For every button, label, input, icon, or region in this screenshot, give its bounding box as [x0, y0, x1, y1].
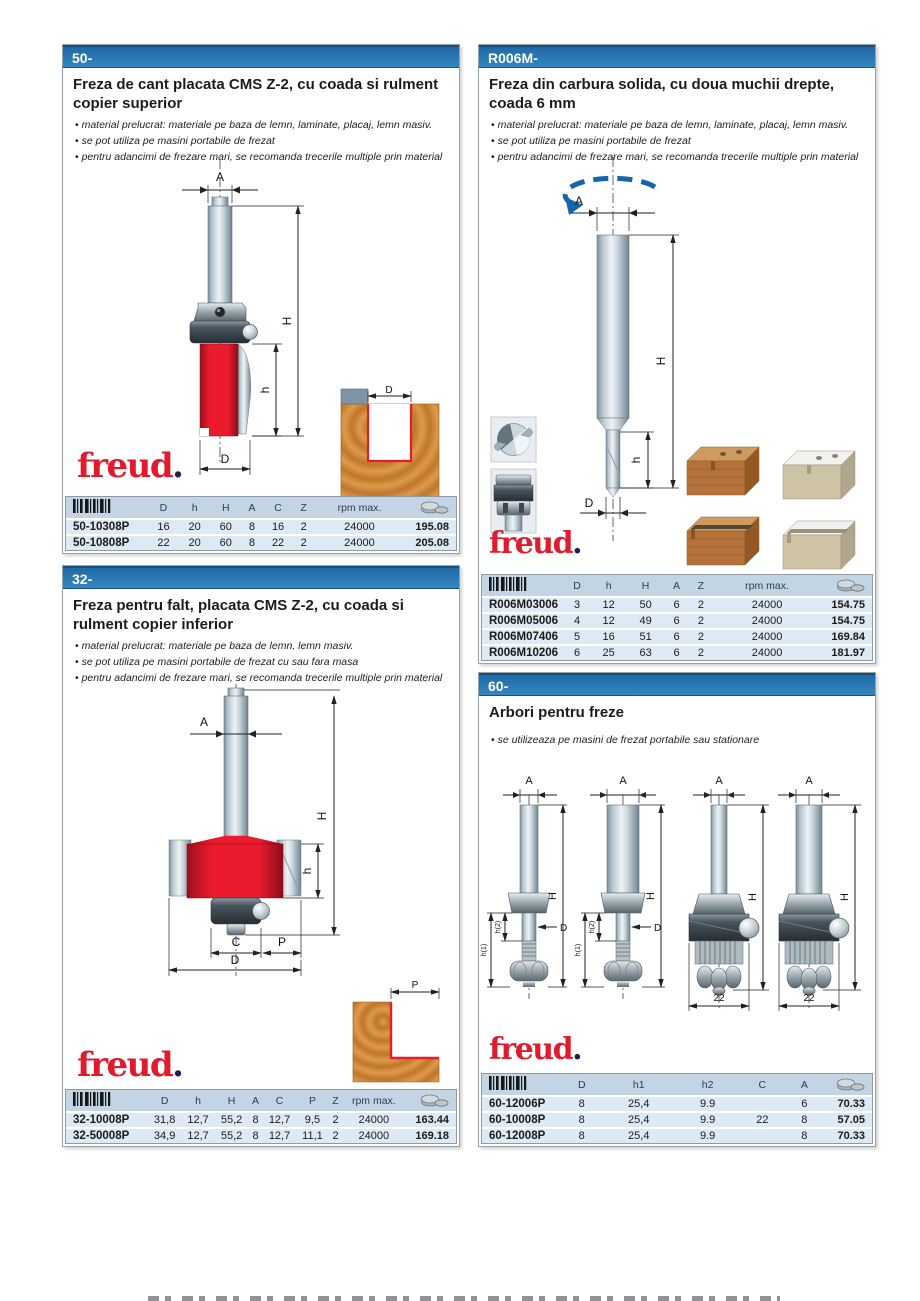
- bit-tip: [212, 197, 228, 207]
- col-header: A: [787, 1074, 821, 1096]
- price-value: 70.33: [821, 1096, 872, 1112]
- col-header: P: [296, 1090, 328, 1112]
- col-header: Z: [329, 1090, 343, 1112]
- dim-label-D: D: [220, 452, 230, 466]
- cutter-body: [200, 344, 238, 436]
- price-icon: [835, 1075, 865, 1091]
- svg-text:22: 22: [803, 993, 815, 1004]
- section-R006M: [478, 44, 876, 664]
- section-title: Freza din carbura solida, cu doua muchii drepte, coada 6 mm: [489, 76, 835, 113]
- bit-bearing: [190, 321, 250, 343]
- svg-text:A: A: [715, 775, 723, 787]
- col-header: Z: [689, 575, 713, 597]
- table-header-row: [66, 497, 456, 519]
- svg-text:A: A: [525, 775, 533, 787]
- dim-label-D: D: [230, 953, 240, 967]
- table-row: [482, 1112, 872, 1128]
- spec-value: 24000: [314, 519, 406, 535]
- bullet: • material prelucrat: materiale pe baza de lemn, lemn masiv.: [75, 639, 449, 655]
- spec-value: 24000: [713, 597, 822, 613]
- product-code: R006M05006: [482, 613, 564, 629]
- spec-value: [737, 1128, 787, 1143]
- laminate-chip: [341, 389, 368, 404]
- spec-value: 12: [590, 613, 627, 629]
- svg-text:D: D: [654, 923, 662, 934]
- brand-dot: .: [172, 1045, 183, 1085]
- spec-value: 6: [664, 613, 689, 629]
- spec-value: 25: [590, 645, 627, 660]
- spec-value: 12: [590, 597, 627, 613]
- spec-value: 8: [564, 1128, 600, 1143]
- section-32: [62, 565, 460, 1147]
- dim-label-H: H: [315, 811, 329, 821]
- table-header-row: [66, 1090, 456, 1112]
- product-code: R006M07406: [482, 629, 564, 645]
- svg-text:H: H: [839, 893, 851, 901]
- diagram-straight-bit-R006M: [479, 145, 875, 579]
- col-header: h2: [678, 1074, 737, 1096]
- section-50: [62, 44, 460, 554]
- price-value: 57.05: [821, 1112, 872, 1128]
- product-code: R006M03006: [482, 597, 564, 613]
- svg-text:h(2): h(2): [495, 920, 502, 934]
- price-header: [821, 1074, 872, 1096]
- spec-value: 6: [787, 1096, 821, 1112]
- spec-table-R006M: [481, 574, 873, 661]
- spec-value: 6: [664, 629, 689, 645]
- barcode-header: [482, 1074, 564, 1096]
- spec-value: 12,7: [181, 1112, 214, 1128]
- spec-value: 4: [564, 613, 590, 629]
- freud-logo: [489, 1032, 582, 1067]
- spec-value: 2: [689, 597, 713, 613]
- arbor-4: [778, 775, 861, 1011]
- arbor-3: [689, 775, 769, 1011]
- price-icon: [419, 1091, 449, 1107]
- svg-text:A: A: [805, 775, 813, 787]
- col-header: h: [181, 1090, 214, 1112]
- spec-value: [737, 1096, 787, 1112]
- barcode-icon: [73, 1092, 113, 1106]
- diagram-arbors-60: [479, 751, 875, 1071]
- end-view-inset: [491, 417, 536, 462]
- spec-value: 24000: [314, 535, 406, 550]
- spec-value: 34,9: [148, 1128, 181, 1143]
- spec-value: 20: [179, 519, 210, 535]
- spec-table-50: [65, 496, 457, 551]
- dim-label-C: C: [231, 935, 241, 949]
- col-header: D: [564, 575, 590, 597]
- spec-value: 6: [664, 645, 689, 660]
- spec-value: 50: [627, 597, 664, 613]
- spec-value: 12,7: [181, 1128, 214, 1143]
- brand-name: freud: [77, 446, 173, 486]
- price-icon: [419, 498, 449, 514]
- bit-shank: [208, 206, 232, 303]
- price-value: 154.75: [821, 597, 872, 613]
- section-title: Arbori pentru freze: [489, 704, 625, 721]
- table-row: [66, 535, 456, 550]
- spec-value: 2: [689, 629, 713, 645]
- arbor-1: [481, 775, 567, 999]
- dim-label-P: P: [277, 935, 287, 949]
- product-code: 60-12006P: [482, 1096, 564, 1112]
- spec-value: 24000: [342, 1112, 405, 1128]
- spec-value: 8: [564, 1112, 600, 1128]
- price-value: 205.08: [405, 535, 456, 550]
- svg-text:D: D: [560, 923, 568, 934]
- price-icon: [835, 576, 865, 592]
- section-header: 32-: [63, 566, 459, 589]
- section-header: 50-: [63, 45, 459, 68]
- bullet: • se pot utiliza pe masini portabile de frezat: [75, 134, 449, 150]
- bullet: • pentru adancimi de frezare mari, se recomanda trecerile multiple prin material: [75, 150, 449, 166]
- bullet: • se pot utiliza pe masini portabile de frezat cu sau fara masa: [75, 655, 449, 671]
- table-header-row: [482, 1074, 872, 1096]
- col-header: C: [262, 497, 293, 519]
- spec-value: 5: [564, 629, 590, 645]
- barcode-header: [66, 1090, 148, 1112]
- table-row: [66, 1128, 456, 1143]
- spec-value: 8: [787, 1112, 821, 1128]
- spec-value: 55,2: [215, 1128, 248, 1143]
- col-header: rpm max.: [342, 1090, 405, 1112]
- barcode-header: [482, 575, 564, 597]
- spec-value: 60: [210, 519, 241, 535]
- wood-sample-blocks: [687, 447, 855, 569]
- col-header: rpm max.: [713, 575, 822, 597]
- table-row: [482, 1128, 872, 1143]
- svg-text:h(1): h(1): [481, 943, 488, 957]
- spec-value: 22: [262, 535, 293, 550]
- spec-value: 2: [294, 535, 314, 550]
- brand-name: freud: [489, 526, 573, 561]
- bullet: • material prelucrat: materiale pe baza de lemn, laminate, placaj, lemn masiv.: [491, 118, 865, 134]
- spec-value: 2: [329, 1112, 343, 1128]
- barcode-icon: [73, 499, 113, 513]
- spec-value: 12,7: [263, 1128, 296, 1143]
- dim-label-D: D: [584, 496, 594, 510]
- price-value: 169.18: [405, 1128, 456, 1143]
- dim-label-h: h: [258, 386, 272, 394]
- spec-value: 51: [627, 629, 664, 645]
- spec-value: 8: [241, 519, 262, 535]
- bearing-ball: [243, 325, 258, 340]
- spec-value: 11,1: [296, 1128, 328, 1143]
- col-header: h1: [600, 1074, 678, 1096]
- spec-value: 6: [664, 597, 689, 613]
- table-header-row: [482, 575, 872, 597]
- freud-logo: [489, 526, 582, 561]
- svg-text:22: 22: [713, 993, 725, 1004]
- col-header: H: [627, 575, 664, 597]
- price-value: 181.97: [821, 645, 872, 660]
- svg-text:h(2): h(2): [589, 920, 596, 934]
- product-code: 50-10308P: [66, 519, 148, 535]
- product-code: 32-50008P: [66, 1128, 148, 1143]
- spec-value: 2: [689, 645, 713, 660]
- spec-table-32: [65, 1089, 457, 1144]
- brand-name: freud: [77, 1045, 173, 1085]
- collet-inset: [491, 469, 536, 533]
- col-header: D: [148, 1090, 181, 1112]
- spec-value: 25,4: [600, 1128, 678, 1143]
- spec-value: 49: [627, 613, 664, 629]
- spec-value: 24000: [713, 613, 822, 629]
- spec-value: 24000: [713, 645, 822, 660]
- spec-value: 16: [590, 629, 627, 645]
- freud-logo: [77, 446, 183, 486]
- col-header: A: [664, 575, 689, 597]
- col-header: h: [179, 497, 210, 519]
- col-header: rpm max.: [314, 497, 406, 519]
- brand-dot: .: [572, 1032, 582, 1067]
- section-60: [478, 672, 876, 1147]
- col-header: Z: [294, 497, 314, 519]
- table-row: [66, 1112, 456, 1128]
- section-title: Freza de cant placata CMS Z-2, cu coada si rulment copier superior: [73, 76, 439, 113]
- spec-value: 8: [248, 1128, 263, 1143]
- svg-text:H: H: [747, 893, 759, 901]
- col-header: D: [564, 1074, 600, 1096]
- dim-label-a: A: [199, 715, 209, 729]
- price-header: [405, 1090, 456, 1112]
- spec-value: 8: [241, 535, 262, 550]
- col-header: C: [737, 1074, 787, 1096]
- bearing-screw: [227, 924, 245, 935]
- product-code: 50-10808P: [66, 535, 148, 550]
- spec-value: 60: [210, 535, 241, 550]
- spec-value: 63: [627, 645, 664, 660]
- section-header: R006M-: [479, 45, 875, 68]
- table-row: [482, 613, 872, 629]
- col-header: A: [241, 497, 262, 519]
- cutter-blade: [238, 344, 251, 434]
- bullet-list: [479, 725, 875, 749]
- spec-value: 25,4: [600, 1112, 678, 1128]
- barcode-icon: [489, 1076, 529, 1090]
- col-header: D: [148, 497, 179, 519]
- spec-value: 55,2: [215, 1112, 248, 1128]
- bullet: • se utilizeaza pe masini de frezat portabile sau stationare: [491, 733, 865, 749]
- spec-table-60: [481, 1073, 873, 1144]
- brand-name: freud: [489, 1032, 573, 1067]
- price-header: [405, 497, 456, 519]
- spec-value: 9.9: [678, 1112, 737, 1128]
- product-code: 32-10008P: [66, 1112, 148, 1128]
- table-row: [482, 597, 872, 613]
- table-row: [482, 1096, 872, 1112]
- spec-value: 22: [148, 535, 179, 550]
- product-code: 60-12008P: [482, 1128, 564, 1143]
- svg-text:h(1): h(1): [575, 943, 582, 957]
- spec-value: 6: [564, 645, 590, 660]
- dim-label-a: A: [215, 170, 225, 184]
- section-title: Freza pentru falt, placata CMS Z-2, cu coada si rulment copier inferior: [73, 597, 404, 634]
- freud-logo: [77, 1045, 183, 1085]
- diagram-router-bit-50: [63, 145, 459, 497]
- spec-value: 2: [294, 519, 314, 535]
- spec-value: 24000: [342, 1128, 405, 1143]
- price-value: 154.75: [821, 613, 872, 629]
- spec-value: 16: [148, 519, 179, 535]
- cutter-body: [187, 844, 283, 898]
- col-header: A: [248, 1090, 263, 1112]
- table-row: [482, 645, 872, 660]
- spec-value: 9.9: [678, 1128, 737, 1143]
- product-code: R006M10206: [482, 645, 564, 660]
- brand-dot: .: [572, 526, 582, 561]
- bearing-ball: [253, 903, 270, 920]
- wood-profile-inset: [341, 385, 439, 497]
- dim-label-H: H: [654, 356, 668, 366]
- price-value: 169.84: [821, 629, 872, 645]
- bit-tip: [228, 688, 244, 697]
- spec-value: 12,7: [263, 1112, 296, 1128]
- col-header: H: [210, 497, 241, 519]
- spec-value: 2: [689, 613, 713, 629]
- col-header: C: [263, 1090, 296, 1112]
- bullet: • se pot utiliza pe masini portabile de frezat: [491, 134, 865, 150]
- spec-value: 9,5: [296, 1112, 328, 1128]
- spec-value: 22: [737, 1112, 787, 1128]
- table-row: [482, 629, 872, 645]
- spec-value: 25,4: [600, 1096, 678, 1112]
- price-value: 70.33: [821, 1128, 872, 1143]
- bit-shank: [597, 235, 629, 418]
- spec-value: 8: [564, 1096, 600, 1112]
- col-header: H: [215, 1090, 248, 1112]
- arbor-2: [575, 775, 665, 999]
- spec-value: 24000: [713, 629, 822, 645]
- svg-text:H: H: [645, 892, 657, 900]
- svg-text:H: H: [547, 892, 559, 900]
- spec-value: 2: [329, 1128, 343, 1143]
- col-header: h: [590, 575, 627, 597]
- spec-value: 9.9: [678, 1096, 737, 1112]
- price-value: 163.44: [405, 1112, 456, 1128]
- dim-label-h: h: [629, 456, 643, 464]
- spec-value: 16: [262, 519, 293, 535]
- price-header: [821, 575, 872, 597]
- cropped-footer-strip: [148, 1296, 780, 1301]
- bullet: • pentru adancimi de frezare mari, se recomanda trecerile multiple prin material: [491, 150, 865, 166]
- spec-value: 31,8: [148, 1112, 181, 1128]
- spec-value: 8: [248, 1112, 263, 1128]
- bullet: • pentru adancimi de frezare mari, se recomanda trecerile multiple prin material: [75, 671, 449, 687]
- bit-shank: [224, 696, 248, 836]
- dim-label-wood-P: P: [411, 980, 419, 991]
- price-value: 195.08: [405, 519, 456, 535]
- spec-value: 8: [787, 1128, 821, 1143]
- spec-value: 3: [564, 597, 590, 613]
- barcode-icon: [489, 577, 529, 591]
- product-code: 60-10008P: [482, 1112, 564, 1128]
- dim-label-wood-D: D: [385, 385, 393, 396]
- brand-dot: .: [172, 446, 183, 486]
- table-row: [66, 519, 456, 535]
- dim-label-a: A: [574, 194, 584, 208]
- dim-label-H: H: [280, 316, 294, 326]
- wood-profile-inset: [353, 980, 439, 1082]
- barcode-header: [66, 497, 148, 519]
- section-header: 60-: [479, 673, 875, 696]
- svg-text:A: A: [619, 775, 627, 787]
- spec-value: 20: [179, 535, 210, 550]
- dim-label-h: h: [300, 867, 314, 875]
- diagram-rabbet-bit-32: [63, 676, 459, 1084]
- bullet: • material prelucrat: materiale pe baza de lemn, laminate, placaj, lemn masiv.: [75, 118, 449, 134]
